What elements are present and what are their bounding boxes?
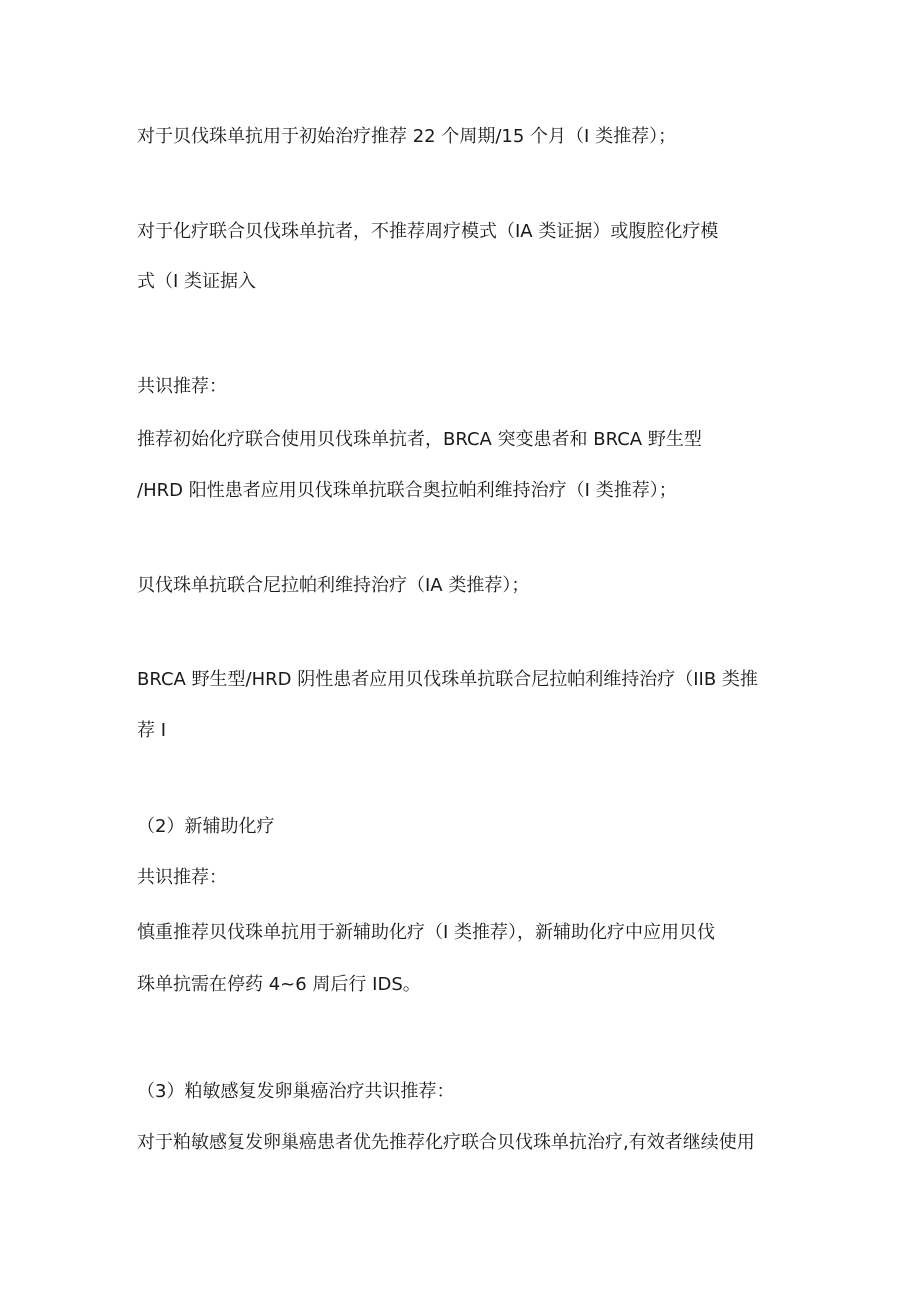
section-label: 共识推荐： [137,376,227,397]
paragraph-line: 对于化疗联合贝伐珠单抗者，不推荐周疗模式（IA 类证据）或腹腔化疗模 [137,221,719,242]
paragraph-line: 对于贝伐珠单抗用于初始治疗推荐 22 个周期/15 个月（I 类推荐）； [137,126,677,147]
section-heading: （3）粕敏感复发卵巢癌治疗共识推荐： [137,1081,455,1102]
paragraph-line: 珠单抗需在停药 4~6 周后行 IDS。 [137,974,421,995]
paragraph-line: 荐 I [137,720,167,741]
paragraph-line: 式（I 类证据入 [137,271,257,292]
paragraph-line: BRCA 野生型/HRD 阴性患者应用贝伐珠单抗联合尼拉帕利维持治疗（IIB 类推 [137,669,758,690]
section-label: 共识推荐： [137,867,227,888]
paragraph-line: 推荐初始化疗联合使用贝伐珠单抗者，BRCA 突变患者和 BRCA 野生型 [137,429,702,450]
paragraph-line: 贝伐珠单抗联合尼拉帕利维持治疗（IA 类推荐）； [137,575,530,596]
section-heading: （2）新辅助化疗 [137,816,275,837]
paragraph-line: 慎重推荐贝伐珠单抗用于新辅助化疗（I 类推荐），新辅助化疗中应用贝伐 [137,922,716,943]
paragraph-line: /HRD 阳性患者应用贝伐珠单抗联合奥拉帕利维持治疗（I 类推荐）； [137,480,677,501]
paragraph-line: 对于粕敏感复发卵巢癌患者优先推荐化疗联合贝伐珠单抗治疗,有效者继续使用 [137,1132,755,1153]
